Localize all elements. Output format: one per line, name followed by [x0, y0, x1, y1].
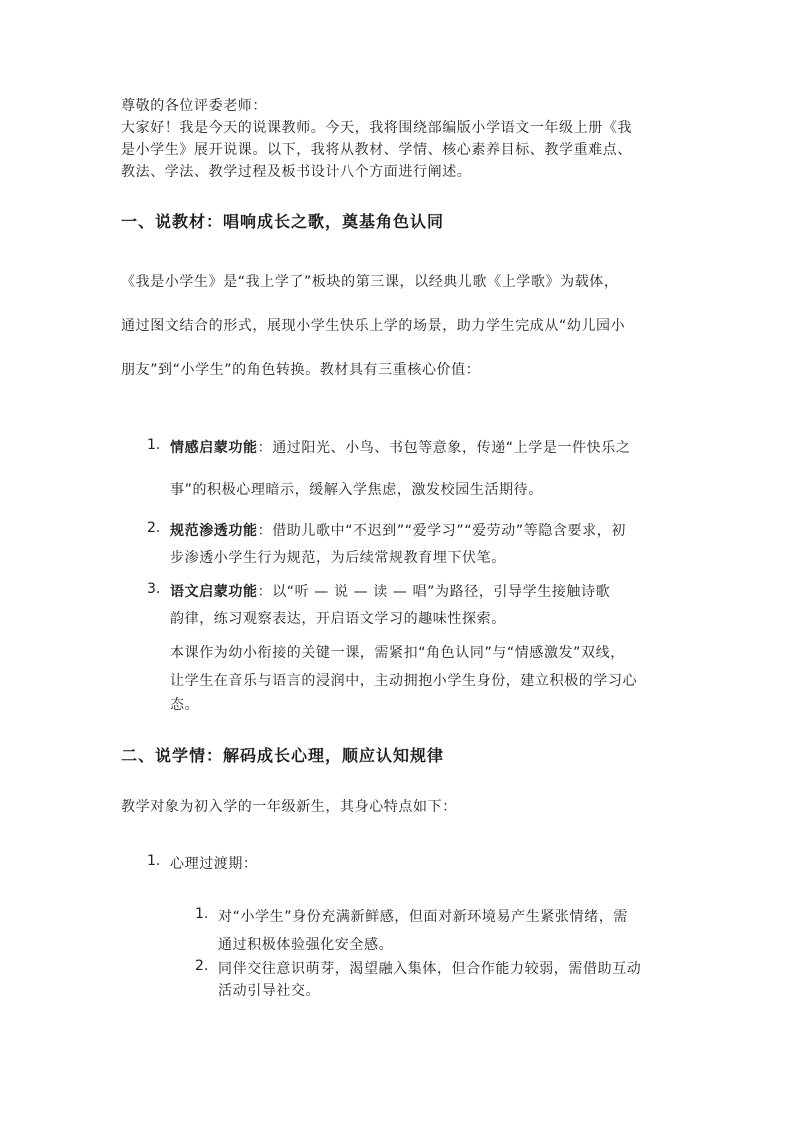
list-item-text: 步渗透小学生行为规范，为后续常规教育埋下伏笔。: [170, 550, 506, 566]
list-item-text: 韵律，练习观察表达，开启语文学习的趣味性探索。: [170, 611, 506, 627]
section-heading-1: 一、说教材：唱响成长之歌，奠基角色认同: [121, 212, 445, 231]
sublist-number: 1.: [195, 906, 209, 922]
list-item: [170, 581, 610, 601]
sublist-number: 2.: [195, 958, 209, 974]
intro-line: 大家好！我是今天的说课教师。今天，我将围绕部编版小学语文一年级上册《我: [121, 120, 632, 136]
list-item-label: 语文启蒙功能: [170, 584, 258, 600]
summary-line: 本课作为幼小衔接的关键一课，需紧扣“角色认同”与“情感激发”双线，: [170, 645, 625, 661]
intro-line: 教法、学法、教学过程及板书设计八个方面进行阐述。: [121, 164, 472, 180]
list-number: 3.: [147, 581, 161, 597]
list-item-text: ：通过阳光、小鸟、书包等意象，传递“上学是一件快乐之: [257, 440, 631, 456]
sublist-item-text: 同伴交往意识萌芽，渴望融入集体，但合作能力较弱，需借助互动: [218, 961, 642, 977]
list-item: [170, 520, 626, 540]
paragraph-line: 通过图文结合的形式，展现小学生快乐上学的场景，助力学生完成从“幼儿园小: [121, 318, 626, 334]
list-item-label: 情感启蒙功能: [170, 440, 258, 456]
list-number: 1.: [147, 437, 161, 453]
list-item-label: 规范渗透功能: [170, 523, 258, 539]
list-item-text: 事”的积极心理暗示，缓解入学焦虑，激发校园生活期待。: [170, 482, 543, 498]
list-item-text: ：以“听 — 说 — 读 — 唱”为路径，引导学生接触诗歌: [257, 584, 611, 600]
list-item-text: ：借助儿歌中“不迟到”“爱学习”“爱劳动”等隐含要求，初: [257, 523, 626, 539]
greeting: 尊敬的各位评委老师：: [121, 98, 267, 114]
sublist-item-text: 活动引导社交。: [218, 983, 321, 999]
sublist-item-text: 通过积极体验强化安全感。: [218, 937, 394, 953]
section-heading-2: 二、说学情：解码成长心理，顺应认知规律: [121, 746, 445, 765]
paragraph-line: 《我是小学生》是“我上学了”板块的第三课，以经典儿歌《上学歌》为载体，: [121, 274, 619, 290]
list-item: [170, 437, 630, 457]
paragraph-line: 朋友”到“小学生”的角色转换。教材具有三重核心价值：: [121, 362, 481, 378]
sublist-item-text: 对“小学生”身份充满新鲜感，但面对新环境易产生紧张情绪，需: [218, 909, 628, 925]
list-item-label: 心理过渡期：: [170, 856, 258, 872]
intro-line: 是小学生》展开说课。以下，我将从教材、学情、核心素养目标、教学重难点、: [121, 142, 632, 158]
list-number: 1.: [147, 853, 161, 869]
paragraph-line: 教学对象为初入学的一年级新生，其身心特点如下：: [121, 799, 457, 815]
list-number: 2.: [147, 520, 161, 536]
summary-line: 态。: [170, 697, 200, 713]
summary-line: 让学生在音乐与语言的浸润中，主动拥抱小学生身份，建立积极的学习心: [170, 673, 638, 689]
